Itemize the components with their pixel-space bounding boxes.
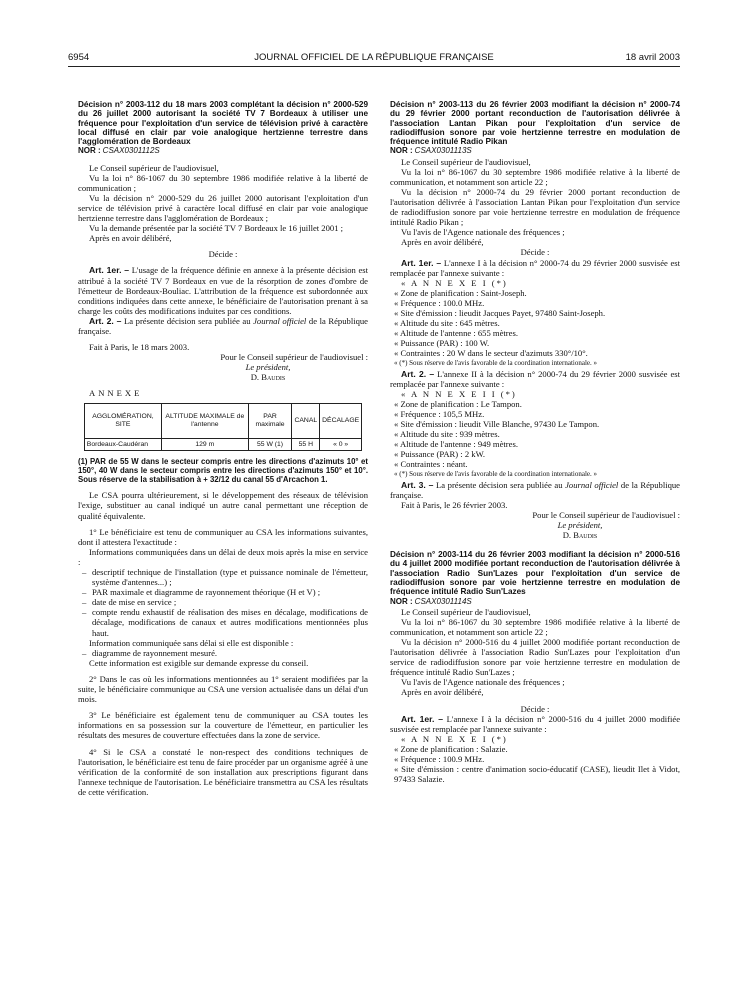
paragraph: Vu la décision n° 2000-74 du 29 février 2000 portant reconduction de l'autorisation délivrée à l'association Lantan Pikan pour l'exploitation d'un service de radiodiffusion sonore par voie hertzienne terrestre en modulation de fréquence intitulé Radio Pikan ; — [390, 186, 680, 228]
decision-title: Décision n° 2003-113 du 26 février 2003 modifiant la décision n° 2000-74 du 29 février 2000 portant reconduction de l'autorisation délivrée à l'association Lantan Pikan pour l'exploitation d'un service de radiodiffusion sonore par voie hertzienne terrestre en modulation de fréquence intitulé Radio Pikan — [390, 100, 680, 147]
decide-heading: Décide : — [520, 247, 550, 258]
paragraph: Après en avoir délibéré, — [401, 687, 484, 698]
list-item: « Zone de planification : Salazie. — [394, 743, 508, 754]
table-cell: 55 H — [292, 438, 320, 451]
annexe-note: « (*) Sous réserve de l'avis favorable de la coordination internationale. » — [394, 359, 598, 368]
paragraph: Le Conseil supérieur de l'audiovisuel, — [89, 162, 219, 173]
paragraph: Cette information est exigible sur demande expresse du conseil. — [89, 657, 309, 668]
article-text: La présente décision sera publiée au — [436, 479, 563, 490]
annexe-heading: « A N N E X E I (*) — [401, 277, 508, 288]
article-2 — [390, 369, 680, 389]
table-cell: Bordeaux-Caudéran — [84, 438, 161, 451]
page-header — [68, 52, 680, 67]
article-text: La présente décision sera publiée au — [124, 315, 251, 326]
paragraph: Après en avoir délibéré, — [89, 233, 172, 244]
article-1 — [390, 714, 680, 734]
paragraph: Information communiquée sans délai si elle est disponible : — [89, 637, 294, 648]
paragraph: Le Conseil supérieur de l'audiovisuel, — [401, 156, 531, 167]
signature-title — [78, 362, 368, 372]
signature-role: Le président, — [245, 362, 291, 373]
article-text: de la République française. — [78, 315, 368, 336]
list-item-text: compte rendu exhaustif de réalisation des mises en décalage, modifications de décalage, modifications de canaux et autres modifications mentionnées plus haut. — [92, 607, 368, 638]
nor-reference — [390, 597, 680, 607]
list-item: « Contraintes : 20 W dans le secteur d'azimuts 330°/10°. — [394, 348, 588, 359]
article-text: L'usage de la fréquence définie en annexe à la présente décision est attribué à la société TV 7 Bordeaux en vue de la résorption de zones d'ombre de l'émetteur de Bordeaux-Bouliac. L'attribution de la fréquence est subordonnée aux conditions indiquées dans cette annexe, le bénéficiaire de l'autorisation prenant à sa charge les coûts des modifications induites par ces conditions. — [78, 265, 368, 316]
nor-code: CSAX0301112S — [102, 146, 160, 156]
signature-name: D. Baudis — [562, 530, 598, 541]
signature-name: D. Baudis — [250, 372, 286, 383]
decide-heading: Décide : — [208, 249, 238, 260]
list-item: « Altitude de l'antenne : 655 mètres. — [394, 328, 518, 339]
journal-name: Journal officiel — [253, 315, 307, 326]
list-item: « Site d'émission : lieudit Jacques Payet, 97480 Saint-Joseph. — [394, 307, 606, 318]
list-item: « Puissance (PAR) : 2 kW. — [394, 449, 486, 460]
table-row — [84, 438, 361, 451]
list-item: « Fréquence : 100.9 MHz. — [394, 754, 485, 765]
paragraph: 3° Le bénéficiaire est également tenu de communiquer au CSA toutes les informations en sa possession sur la couverture de l'émetteur, en particulier les résultats des mesures de couverture effectuées dans la zone de service. — [78, 710, 368, 741]
article-label: Art. 1er. – — [89, 265, 130, 276]
article-label: Art. 3. – — [401, 479, 434, 490]
list-item: « Contraintes : néant. — [394, 459, 468, 470]
list-item: « Altitude de l'antenne : 949 mètres. — [394, 439, 518, 450]
list-item-text: diagramme de rayonnement mesuré. — [92, 647, 218, 658]
article-3 — [390, 480, 680, 500]
list-item: – date de mise en service ; — [82, 597, 177, 608]
list-item: – diagramme de rayonnement mesuré. — [82, 647, 218, 658]
signature-role: Le président, — [557, 519, 603, 530]
nor-reference — [390, 146, 680, 156]
article-label: Art. 2. – — [401, 368, 435, 379]
nor-code: CSAX0301114S — [414, 596, 472, 606]
journal-title: JOURNAL OFFICIEL DE LA RÉPUBLIQUE FRANÇAISE — [254, 52, 494, 63]
paragraph: Le CSA pourra ultérieurement, si le développement des réseaux de télévision l'exige, substituer au canal indiqué un autre canal permettant une réception de qualité équivalente. — [78, 490, 368, 521]
article-text: L'annexe I à la décision n° 2000-516 du 4 juillet 2000 modifiée susvisée est remplacée par l'annexe suivante : — [390, 713, 681, 734]
nor-label: NOR : — [78, 146, 101, 156]
list-item: « Site d'émission : lieudit Ville Blanche, 97430 Le Tampon. — [394, 419, 600, 430]
signature-place-date: Fait à Paris, le 26 février 2003. — [401, 499, 508, 510]
paragraph: Informations communiquées dans un délai de deux mois après la mise en service : — [78, 546, 368, 567]
paragraph: 1° Le bénéficiaire est tenu de communiquer au CSA les informations suivantes, dont il attestera l'exactitude : — [78, 526, 368, 547]
list-item: « Zone de planification : Saint-Joseph. — [394, 287, 527, 298]
paragraph: Vu la loi n° 86-1067 du 30 septembre 1986 modifiée relative à la liberté de communication, et notamment son article 22 ; — [390, 166, 680, 187]
journal-name: Journal officiel — [565, 479, 619, 490]
paragraph: Après en avoir délibéré, — [401, 237, 484, 248]
paragraph: Vu la loi n° 86-1067 du 30 septembre 1986 modifiée relative à la liberté de communication ; — [78, 172, 368, 193]
left-column — [78, 100, 368, 797]
article-text: de la République française. — [390, 479, 680, 500]
list-item: « Altitude du site : 939 mètres. — [394, 429, 500, 440]
article-2 — [78, 316, 368, 336]
list-item: « Site d'émission : centre d'animation socio-éducatif (CASE), lieudit Ilet à Vidot, 97433 Salazie. — [394, 764, 680, 785]
list-item: « Fréquence : 100.0 MHz. — [394, 297, 485, 308]
paragraph: Vu la décision n° 2000-529 du 26 juillet 2000 autorisant l'exploitation d'un service de télévision privé à caractère local diffusé en clair par voie analogique hertzienne terrestre dans l'agglomération de Bordeaux ; — [78, 192, 368, 224]
issue-date: 18 avril 2003 — [625, 52, 680, 63]
annexe-heading: ANNEXE — [89, 388, 143, 399]
article-label: Art. 1er. – — [401, 257, 442, 268]
article-1 — [390, 258, 680, 278]
signature-line: Pour le Conseil supérieur de l'audiovisuel : — [220, 352, 368, 363]
nor-code: CSAX0301113S — [414, 146, 472, 156]
column-header: PAR maximale — [248, 403, 292, 438]
list-item: – descriptif technique de l'installation (type et puissance nominale de l'émetteur, système d'antennes...) ; — [82, 567, 368, 588]
paragraph: Vu la décision n° 2000-516 du 4 juillet 2000 modifiée portant reconduction de l'autorisation délivrée à l'association Radio Sun'Lazes pour l'exploitation d'un service de radiodiffusion sonore par voie hertzienne terrestre en modulation de fréquence intitulé Radio Sun'Lazes ; — [390, 637, 680, 678]
paragraph: Le Conseil supérieur de l'audiovisuel, — [401, 606, 531, 617]
right-column — [390, 100, 680, 784]
list-item-text: PAR maximale et diagramme de rayonnement théorique (H et V) ; — [92, 587, 321, 598]
article-label: Art. 2. – — [89, 315, 122, 326]
list-item: « Puissance (PAR) : 100 W. — [394, 338, 490, 349]
paragraph: Vu la demande présentée par la société TV 7 Bordeaux le 16 juillet 2001 ; — [89, 223, 344, 234]
list-item: « Fréquence : 105,5 MHz. — [394, 408, 485, 419]
nor-label: NOR : — [390, 146, 413, 156]
decision-title: Décision n° 2003-112 du 18 mars 2003 complétant la décision n° 2000-529 du 26 juillet 2000 autorisant la société TV 7 Bordeaux à utiliser une fréquence pour l'exploitation d'un service de télévision privé à caractère local diffusé en clair par voie analogique hertzienne terrestre dans l'agglomération de Bordeaux — [78, 100, 368, 147]
nor-label: NOR : — [390, 596, 413, 606]
paragraph: 2° Dans le cas où les informations mentionnées au 1° seraient modifiées par la suite, le bénéficiaire communique au CSA une version actualisée dans un délai d'un mois. — [78, 673, 368, 705]
list-item: « Altitude du site : 645 mètres. — [394, 318, 500, 329]
nor-reference — [78, 146, 368, 156]
article-label: Art. 1er. – — [401, 713, 444, 724]
annexe-heading: « A N N E X E I I (*) — [401, 388, 517, 399]
decide-heading: Décide : — [520, 703, 550, 714]
signature-place-date: Fait à Paris, le 18 mars 2003. — [89, 342, 190, 353]
article-text: L'annexe II à la décision n° 2000-74 du 29 février 2000 susvisée est remplacée par l'annexe suivante : — [390, 368, 680, 389]
annexe-table — [84, 403, 362, 452]
annexe-note: « (*) Sous réserve de l'avis favorable de la coordination internationale. » — [394, 470, 598, 479]
table-footnote: (1) PAR de 55 W dans le secteur compris entre les directions d'azimuts 10° et 150°, 40 W dans le secteur compris entre les directions d'azimuts 150° et 10°. Sous réserve de la stabilisation à + 32/12 du canal 55 d'Arcachon 1. — [78, 457, 368, 485]
annexe-heading: « A N N E X E I (*) — [401, 733, 508, 744]
paragraph: Vu la loi n° 86-1067 du 30 septembre 1986 modifiée relative à la liberté de communication, et notamment son article 22 ; — [390, 616, 680, 637]
article-text: L'annexe I à la décision n° 2000-74 du 29 février 2000 susvisée est remplacée par l'annexe suivante : — [390, 257, 681, 278]
column-header: DÉCALAGE — [320, 403, 362, 438]
page-number: 6954 — [68, 52, 90, 63]
table-cell: 129 m — [162, 438, 249, 451]
list-item-text: descriptif technique de l'installation (type et puissance nominale de l'émetteur, système d'antennes...) ; — [92, 567, 368, 588]
list-item: « Zone de planification : Le Tampon. — [394, 398, 522, 409]
paragraph: Vu l'avis de l'Agence nationale des fréquences ; — [401, 677, 565, 688]
list-item-text: date de mise en service ; — [92, 597, 177, 608]
signature-title — [390, 520, 680, 530]
column-header: CANAL — [292, 403, 320, 438]
table-cell: 55 W (1) — [248, 438, 292, 451]
table-header-row — [84, 403, 361, 438]
decision-title: Décision n° 2003-114 du 26 février 2003 modifiant la décision n° 2000-516 du 4 juillet 2000 modifiée portant reconduction de l'autorisation délivrée à l'association Radio Sun'Lazes pour l'exploitation d'un service de radiodiffusion sonore par voie hertzienne terrestre en modulation de fréquence intitulé Radio Sun'Lazes — [390, 550, 680, 597]
article-1 — [78, 265, 368, 315]
signature-line: Pour le Conseil supérieur de l'audiovisuel : — [532, 509, 680, 520]
list-item: – PAR maximale et diagramme de rayonnement théorique (H et V) ; — [82, 587, 321, 598]
column-header: ALTITUDE MAXIMALE de l'antenne — [162, 403, 249, 438]
paragraph: 4° Si le CSA a constaté le non-respect des conditions techniques de l'autorisation, le bénéficiaire est tenu de faire procéder par un organisme agréé à une vérification de la conformité de son installation aux prescriptions figurant dans l'annexe technique de l'autorisation. Le bénéficiaire transmettra au CSA les résultats de cette vérification. — [78, 746, 368, 797]
column-header: AGGLOMÉRATION, SITE — [84, 403, 161, 438]
list-item: – compte rendu exhaustif de réalisation des mises en décalage, modifications de décalage, modifications de canaux et autres modifications mentionnées plus haut. — [82, 607, 368, 638]
paragraph: Vu l'avis de l'Agence nationale des fréquences ; — [401, 227, 565, 238]
table-cell: « 0 » — [320, 438, 362, 451]
